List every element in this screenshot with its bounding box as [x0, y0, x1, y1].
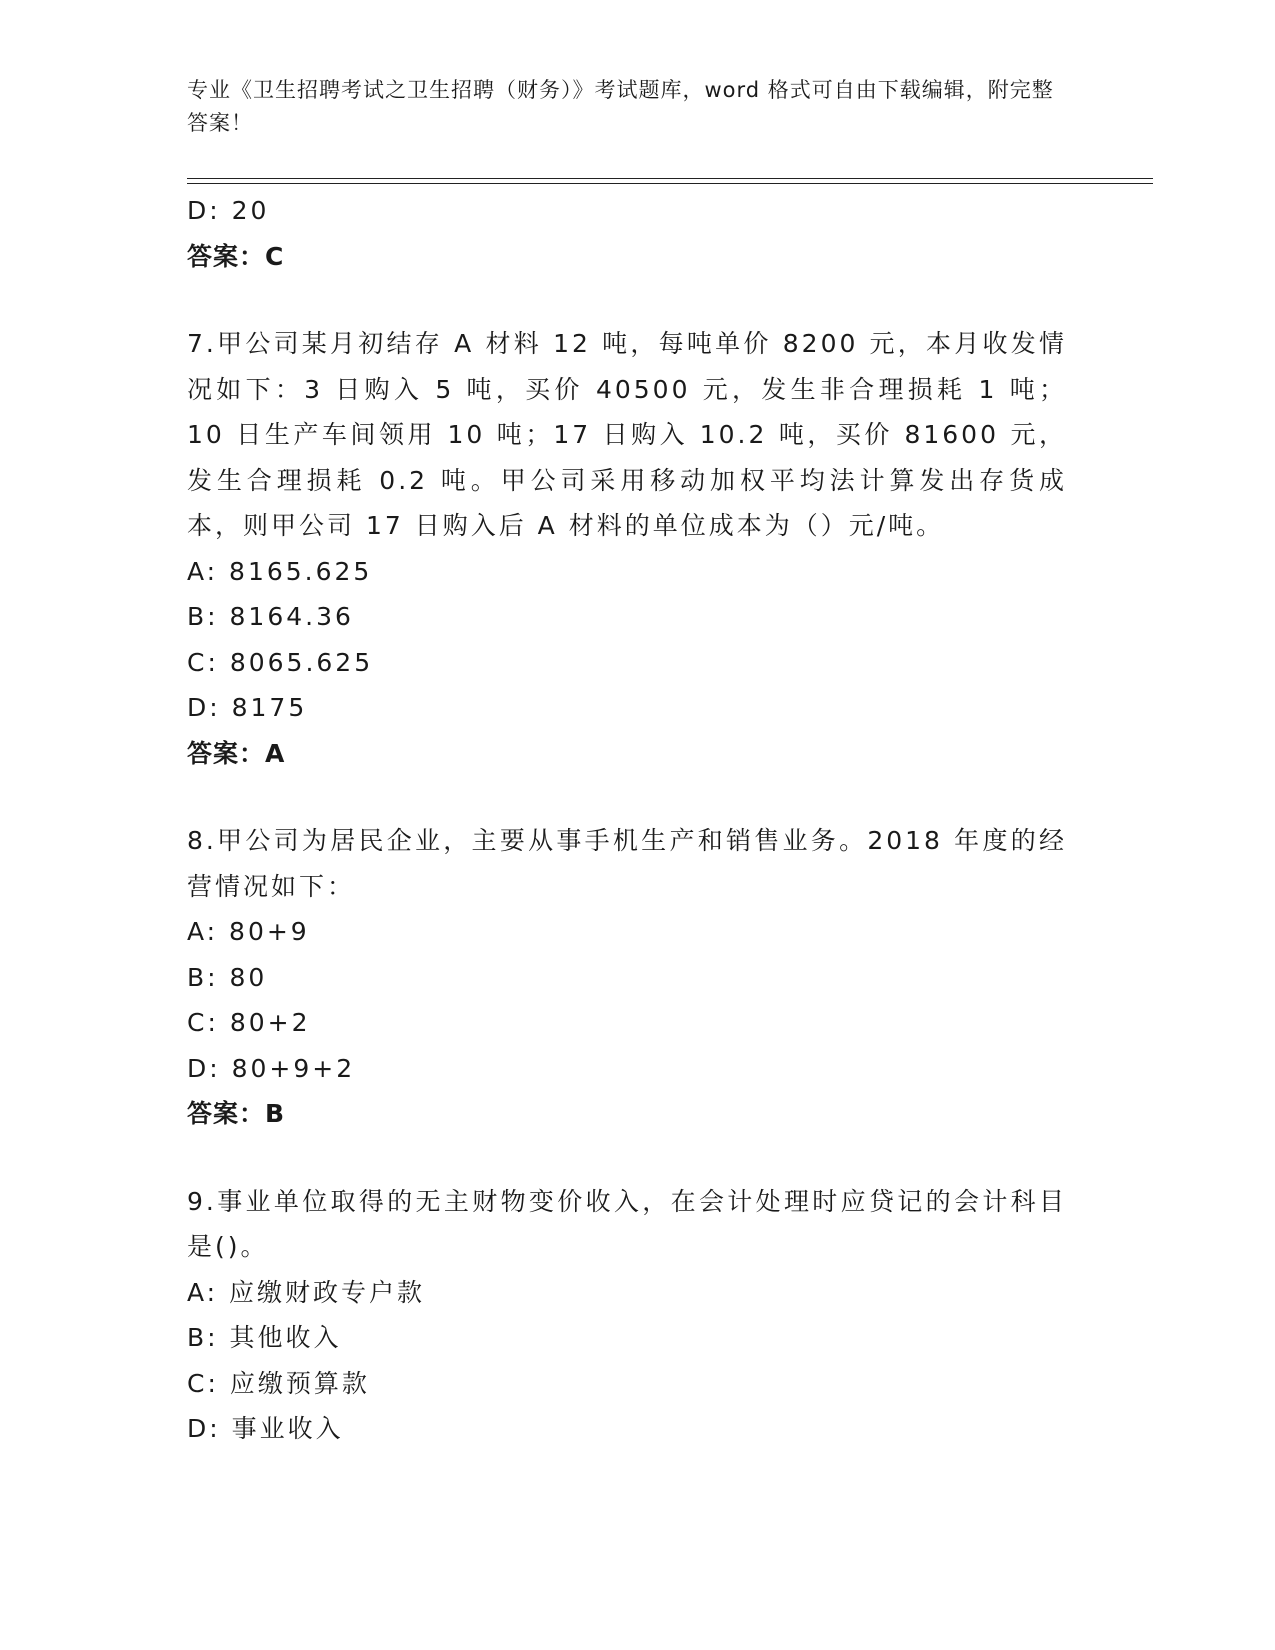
header-divider-top: [187, 178, 1153, 179]
option-d: D: 8175: [187, 693, 308, 722]
option-a: A: 80+9: [187, 917, 310, 946]
option-c: C: 80+2: [187, 1008, 311, 1037]
answer-line: 答案：A: [187, 738, 286, 768]
option-b: B: 8164.36: [187, 602, 354, 631]
question-8: [187, 818, 1067, 1137]
question-stem: 9.事业单位取得的无主财物变价收入，在会计处理时应贷记的会计科目是()。: [187, 1186, 1067, 1261]
option-c: C: 8065.625: [187, 647, 374, 677]
option-d: D: 事业收入: [187, 1414, 344, 1443]
option-b: B: 其他收入: [187, 1323, 342, 1352]
option-d: D: 20: [187, 196, 270, 225]
option-a: A: 应缴财政专户款: [187, 1277, 426, 1307]
question-9: [187, 1179, 1067, 1452]
question-stem: 7.甲公司某月初结存 A 材料 12 吨，每吨单价 8200 元，本月收发情况如下：3 日购入 5 吨，买价 40500 元，发生非合理损耗 1 吨；10 日生产车间领用 10 吨；17 日购入 10.2 吨，买价 81600 元，发生合理损耗 0.2 吨。甲公司采用移动加权平均法计算发出存货成本，则甲公司 17 日购入后 A 材料的单位成本为（）元/吨。: [187, 329, 1067, 540]
option-c: C: 应缴预算款: [187, 1368, 370, 1398]
document-header: 专业《卫生招聘考试之卫生招聘（财务）》考试题库，word 格式可自由下载编辑，附完整答案！: [187, 78, 1054, 135]
header-divider-bottom: [187, 183, 1153, 184]
question-stem: 8.甲公司为居民企业，主要从事手机生产和销售业务。2018 年度的经营情况如下：: [187, 826, 1067, 901]
question-7: [187, 321, 1067, 776]
answer-line: 答案：C: [187, 241, 285, 271]
option-a: A: 8165.625: [187, 556, 373, 586]
option-d: D: 80+9+2: [187, 1053, 356, 1083]
exam-content: [187, 188, 1067, 1452]
option-b: B: 80: [187, 962, 268, 992]
answer-line: 答案：B: [187, 1099, 286, 1128]
